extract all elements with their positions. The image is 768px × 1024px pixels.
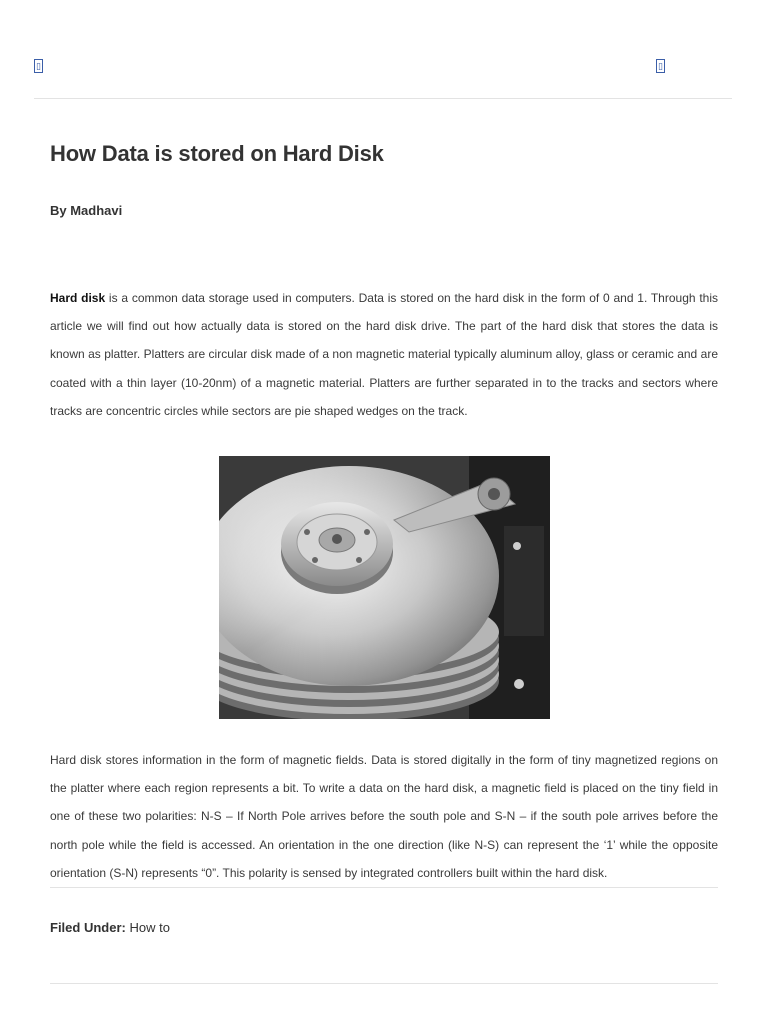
article-title: How Data is stored on Hard Disk	[50, 141, 384, 166]
footer-divider-bottom	[50, 983, 718, 984]
article-paragraph-1	[50, 284, 718, 425]
article-paragraph-2: Hard disk stores information in the form of magnetic fields. Data is stored digitally in the form of tiny magnetized regions on the platter where each region represents a bit. To write a data on the hard disk, a magnetic field is placed on the tiny field in one of these two polarities: N-S – If North Pole arrives before the south pole and S-N – if the south pole arrives before the north pole while the field is accessed. An orientation in the one direction (like N-S) can represent the ‘1’ while the opposite orientation (S-N) represents “0”. This polarity is sensed by integrated controllers built within the hard disk.	[50, 753, 718, 880]
menu-icon[interactable]: ▯	[34, 59, 43, 73]
paragraph-1-text: is a common data storage used in computers. Data is stored on the hard disk in the form of 0 and 1. Through this article we will find out how actually data is stored on the hard disk drive. The part of the hard disk that stores the data is known as platter. Platters are circular disk made of a non magnetic material typically aluminum alloy, glass or ceramic and are coated with a thin layer (10-20nm) of a magnetic material. Platters are further separated in to the tracks and sectors where tracks are concentric circles while sectors are pie shaped wedges on the track.	[50, 291, 718, 418]
site-header	[34, 0, 732, 99]
hard-disk-term: Hard disk	[50, 291, 106, 305]
search-icon[interactable]: ▯	[656, 59, 665, 73]
spindle-hub	[281, 502, 393, 594]
article-byline: By Madhavi	[50, 203, 123, 218]
hard-disk-image	[219, 456, 550, 719]
filed-under	[50, 920, 170, 935]
footer-divider-top	[50, 887, 718, 888]
category-link[interactable]: How to	[129, 920, 170, 935]
hard-disk-photo	[219, 456, 550, 719]
filed-under-label: Filed Under:	[50, 920, 126, 935]
